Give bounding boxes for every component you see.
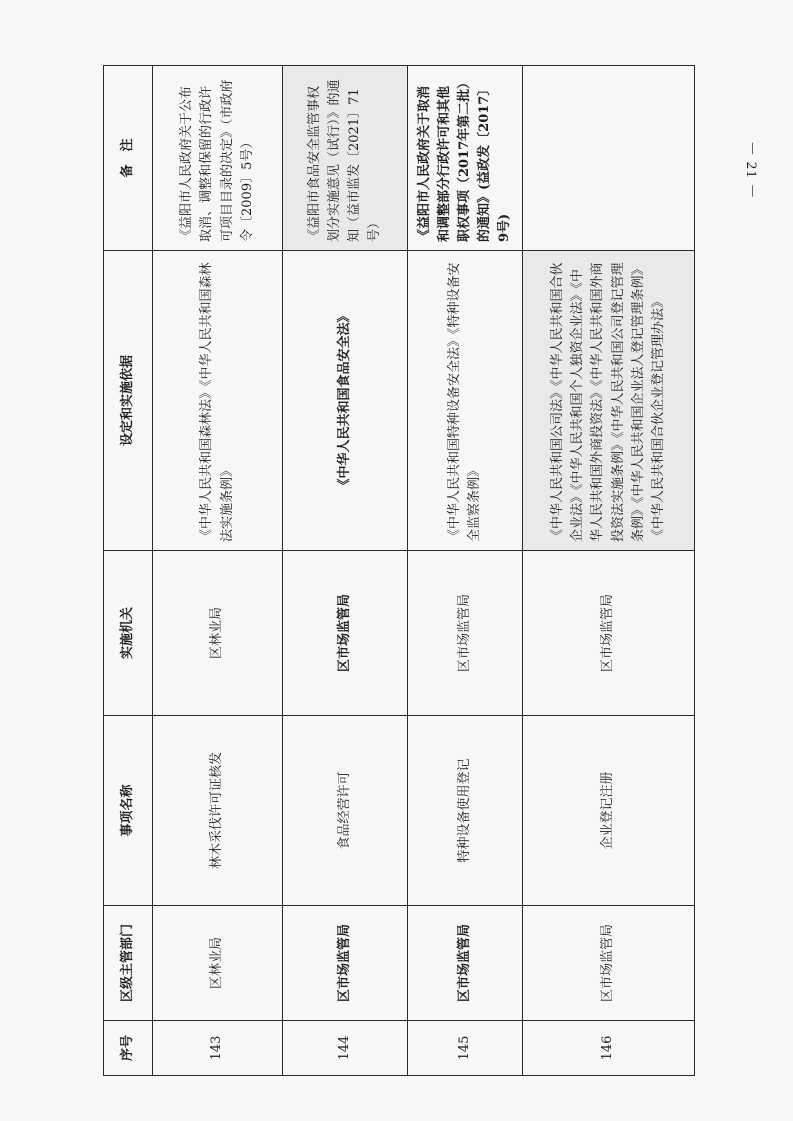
- cell-dept: 区林业局: [153, 906, 283, 1021]
- cell-basis: 《中华人民共和国公司法》《中华人民共和国合伙企业法》《中华人民共和国个人独资企业法》《中华人民共和国外商投资法》《中华人民共和国外商投资法实施条例》《中华人民共和国公司登记管理条例》《中华人民共和国企业法人登记管理条例》《中华人民共和国合伙企业登记管理办法》: [523, 251, 695, 551]
- cell-item: 企业登记注册: [523, 716, 695, 906]
- cell-remark: [523, 66, 695, 251]
- table-header-row: [104, 66, 153, 1076]
- cell-remark: 《益阳市人民政府关于公布取消、调整和保留的行政许可项目目录的决定》（市政府令〔2009〕5号）: [153, 66, 283, 251]
- header-dept: 区级主管部门: [104, 906, 153, 1021]
- cell-item: 林木采伐许可证核发: [153, 716, 283, 906]
- cell-remark: 《益阳市食品安全监管事权划分实施意见（试行）》的通知（益市监发〔2021〕71号）: [283, 66, 408, 251]
- table-row: [283, 66, 408, 1076]
- cell-dept: 区市场监管局: [408, 906, 523, 1021]
- cell-seq: 144: [283, 1021, 408, 1076]
- cell-basis: 《中华人民共和国森林法》《中华人民共和国森林法实施条例》: [153, 251, 283, 551]
- cell-item: 食品经营许可: [283, 716, 408, 906]
- cell-remark: 《益阳市人民政府关于取消和调整部分行政许可和其他职权事项（2017年第二批）的通知》(益政发〔2017〕9号): [408, 66, 523, 251]
- cell-basis: 《中华人民共和国特种设备安全法》《特种设备安全监察条例》: [408, 251, 523, 551]
- page-number: － 21 －: [743, 140, 759, 200]
- cell-dept: 区市场监管局: [283, 906, 408, 1021]
- header-basis: 设定和实施依据: [104, 251, 153, 551]
- table-row: [523, 66, 695, 1076]
- table-row: [408, 66, 523, 1076]
- cell-seq: 145: [408, 1021, 523, 1076]
- cell-agency: 区市场监管局: [408, 551, 523, 716]
- header-agency: 实施机关: [104, 551, 153, 716]
- header-item: 事项名称: [104, 716, 153, 906]
- header-seq: 序号: [104, 1021, 153, 1076]
- cell-basis: 《中华人民共和国食品安全法》: [283, 251, 408, 551]
- cell-agency: 区市场监管局: [523, 551, 695, 716]
- header-remark: 备 注: [104, 66, 153, 251]
- cell-seq: 143: [153, 1021, 283, 1076]
- cell-agency: 区林业局: [153, 551, 283, 716]
- cell-item: 特种设备使用登记: [408, 716, 523, 906]
- rotated-table-wrapper: [103, 66, 685, 1076]
- cell-seq: 146: [523, 1021, 695, 1076]
- cell-agency: 区市场监管局: [283, 551, 408, 716]
- permit-table: [103, 65, 695, 1076]
- cell-dept: 区市场监管局: [523, 906, 695, 1021]
- table-row: [153, 66, 283, 1076]
